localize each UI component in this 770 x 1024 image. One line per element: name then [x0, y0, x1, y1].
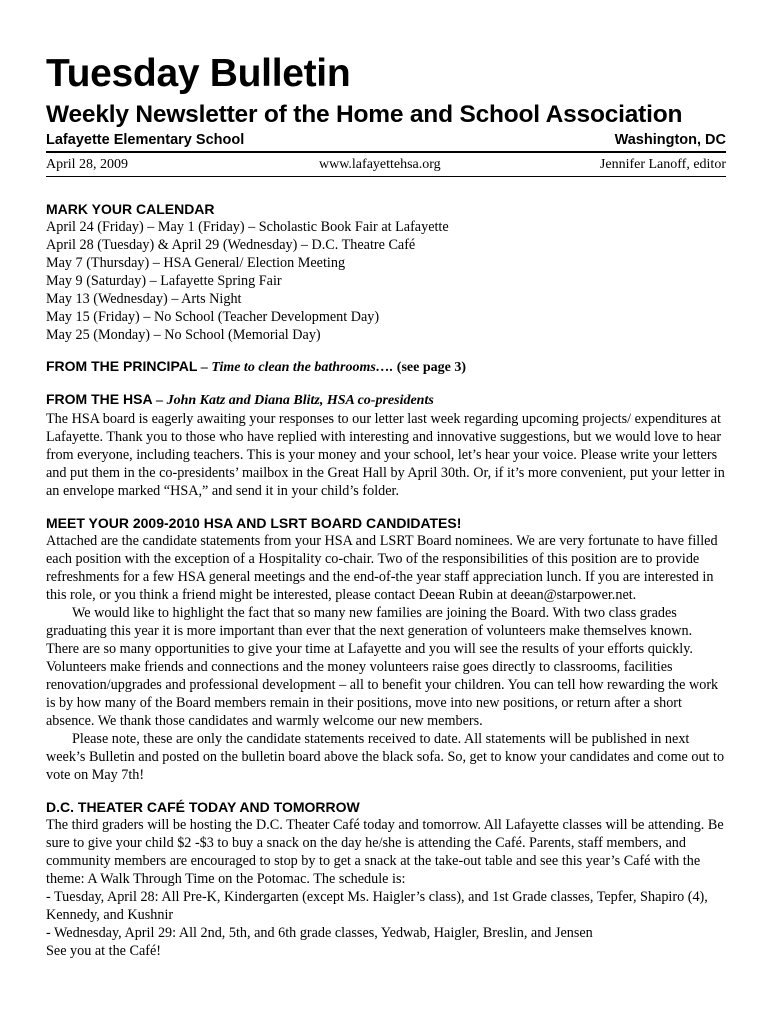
hsa-section [46, 390, 726, 500]
page-subtitle: Weekly Newsletter of the Home and School Association [46, 101, 683, 128]
candidates-paragraph-3: Please note, these are only the candidate statements received to date. All statements will be published in next week’s Bulletin and posted on the bulletin board above the black sofa. So, get to know your candidates and come out to vote on May 7th! [46, 731, 725, 783]
candidates-section [46, 514, 726, 784]
masthead [46, 52, 726, 177]
list-item: May 13 (Wednesday) – Arts Night [46, 291, 242, 307]
website-link[interactable]: www.lafayettehsa.org [319, 157, 441, 172]
principal-heading-label: FROM THE PRINCIPAL [46, 358, 198, 374]
hsa-heading-label: FROM THE HSA [46, 391, 153, 407]
school-line [46, 132, 726, 153]
newsletter-content [46, 52, 726, 960]
editor-credit: Jennifer Lanoff, editor [599, 157, 726, 172]
principal-heading: FROM THE PRINCIPAL – Time to clean the bathrooms…. (see page 3) [46, 358, 466, 375]
hsa-body: The HSA board is eagerly awaiting your responses to our letter last week regarding upcoming projects/ expenditures at Lafayette. Thank you to those who have replied with interesting and innovative suggestions, but we would love to hear from everyone, including teachers. This is your money and your school, let’s hear your voice. Please write your letters and put them in the co-presidents’ mailbox in the Great Hall by April 30th. Or, if it’s more convenient, put your letter in an envelope marked “HSA,” and send it in your child’s folder. [46, 411, 725, 499]
page-title: Tuesday Bulletin [46, 52, 351, 95]
school-name: Lafayette Elementary School [46, 132, 245, 148]
candidates-heading: MEET YOUR 2009-2010 HSA AND LSRT BOARD CANDIDATES! [46, 515, 462, 531]
list-item: May 15 (Friday) – No School (Teacher Development Day) [46, 309, 380, 325]
theater-heading: D.C. THEATER CAFÉ TODAY AND TOMORROW [46, 799, 360, 815]
theater-closing: See you at the Café! [46, 943, 162, 959]
theater-section [46, 798, 726, 960]
list-item: May 7 (Thursday) – HSA General/ Election Meeting [46, 255, 346, 271]
list-item: May 25 (Monday) – No School (Memorial Day) [46, 327, 321, 343]
issue-date: April 28, 2009 [46, 157, 129, 172]
candidates-paragraph-2: We would like to highlight the fact that so many new families are joining the Board. With two class grades graduating this year it is more important than ever that the next generation of volunteers make themselves known. There are so many opportunities to give your time at Lafayette and you will see the results of your efforts quickly. Volunteers make friends and connections and the money volunteers raise goes directly to classrooms, facilities renovation/upgrades and professional development – all to benefit your children. You can tell how rewarding the work is by how many of the Board members remain in their positions, move into new positions, or return after a short absence. We thank those candidates and warmly welcome our new members. [46, 605, 719, 729]
principal-page-note: (see page 3) [393, 360, 466, 375]
calendar-list [46, 218, 726, 344]
schedule-item-wednesday: - Wednesday, April 29: All 2nd, 5th, and 6th grade classes, Yedwab, Haigler, Breslin, and Jensen [46, 925, 593, 941]
principal-section [46, 357, 726, 377]
list-item: May 9 (Saturday) – Lafayette Spring Fair [46, 273, 282, 289]
issue-line [46, 156, 726, 177]
calendar-heading: MARK YOUR CALENDAR [46, 201, 215, 217]
calendar-section [46, 200, 726, 344]
list-item: April 28 (Tuesday) & April 29 (Wednesday) – D.C. Theatre Café [46, 237, 416, 253]
principal-subheading: Time to clean the bathrooms…. [211, 360, 394, 375]
schedule-item-tuesday: - Tuesday, April 28: All Pre-K, Kindergarten (except Ms. Haigler’s class), and 1st Grade classes, Tepfer, Shapiro (4), Kennedy, and Kushnir [46, 889, 708, 923]
school-location: Washington, DC [614, 132, 726, 148]
hsa-byline: John Katz and Diana Blitz, HSA co-presidents [166, 393, 434, 408]
hsa-heading: FROM THE HSA – John Katz and Diana Blitz, HSA co-presidents [46, 391, 434, 408]
list-item: April 24 (Friday) – May 1 (Friday) – Scholastic Book Fair at Lafayette [46, 219, 449, 235]
candidates-paragraph-1: Attached are the candidate statements from your HSA and LSRT Board nominees. We are very fortunate to have filled each position with the exception of a Hospitality co-chair. Two of the responsibilities of this position are to provide refreshments for a few HSA general meetings and the end-of-the year staff appreciation lunch. If you are interested in this role, or you think a friend might be interested, please contact Deean Rubin at deean@starpower.net. [46, 533, 718, 603]
theater-paragraph: The third graders will be hosting the D.C. Theater Café today and tomorrow. All Lafayette classes will be attending. Be sure to give your child $2 -$3 to buy a snack on the day he/she is attending the Café. Parents, staff members, and community members are encouraged to stop by to get a snack at the take-out table and see this year’s Café with the theme: A Walk Through Time on the Potomac. The schedule is: [46, 817, 724, 887]
